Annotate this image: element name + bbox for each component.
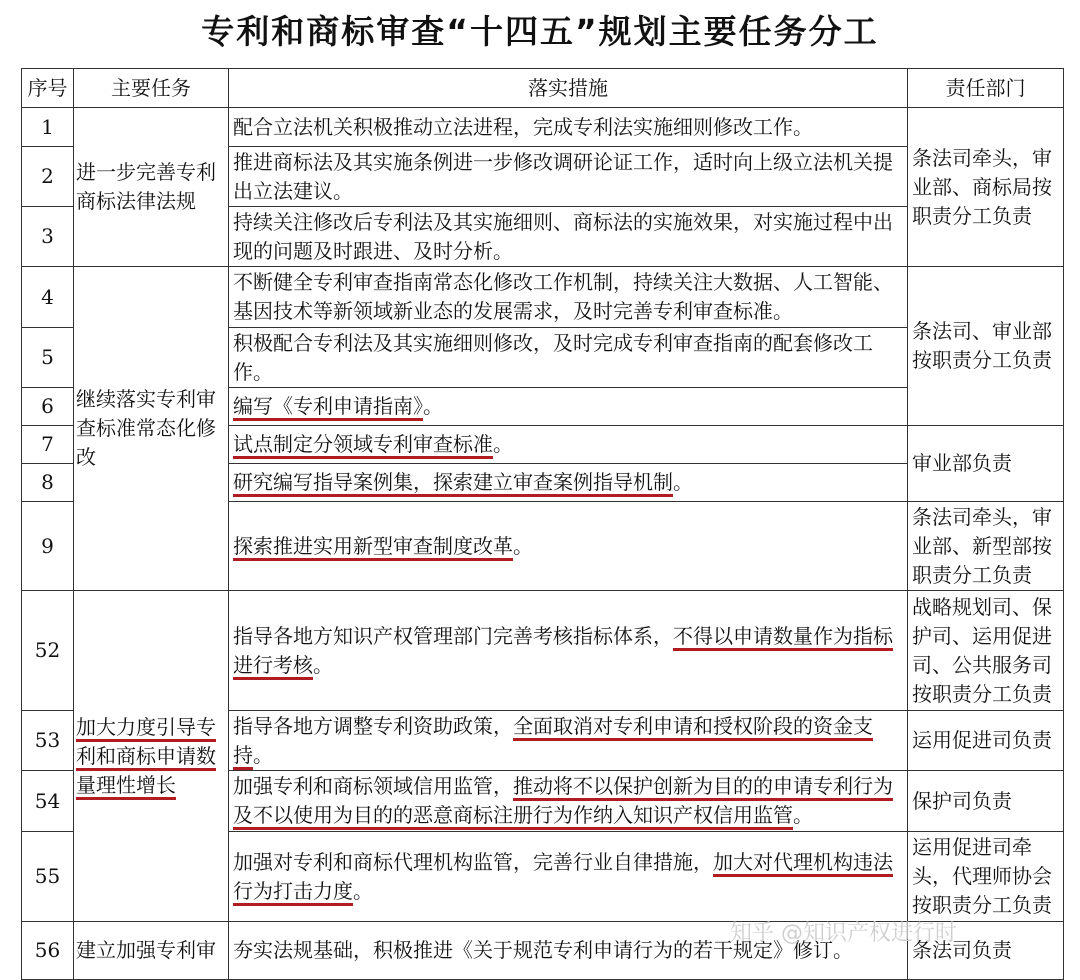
measure-cell: [229, 591, 908, 711]
measure-text: 指导各地方知识产权管理部门完善考核指标体系，: [233, 623, 673, 648]
task-table: [21, 68, 1064, 980]
highlighted-text: 推动将不以保护创新为目的的申请专利行为及不以使用为目的的恶意商标注册行为作纳入知识产权信用监管: [233, 774, 893, 827]
table-row: [22, 922, 1064, 980]
dept-cell: 条法司、审业部按职责分工负责: [908, 267, 1064, 426]
dept-cell: 审业部负责: [908, 426, 1064, 502]
measure-cell: [229, 922, 908, 980]
row-number: 8: [22, 464, 74, 502]
highlighted-text: 全面取消对专利申请和授权阶段的资金支持: [233, 713, 873, 767]
highlighted-text: 研究编写指导案例集，探索建立审查案例指导机制: [233, 470, 673, 494]
table-row: [22, 591, 1064, 711]
header-num: 序号: [22, 69, 74, 108]
header-dept: 责任部门: [908, 69, 1064, 108]
dept-cell: 战略规划司、保护司、运用促进司、公共服务司按职责分工负责: [908, 591, 1064, 711]
header-measure: 落实措施: [229, 69, 908, 108]
dept-cell: 运用促进司牵头，代理师协会按职责分工负责: [908, 832, 1064, 922]
measure-cell: [229, 711, 908, 771]
task-cell: [74, 591, 229, 922]
row-number: 4: [22, 267, 74, 328]
task-cell: 继续落实专利审查标准常态化修改: [74, 267, 229, 591]
row-number: 52: [22, 591, 74, 711]
highlighted-text: 加大对代理机构违法行为打击力度: [233, 849, 893, 903]
measure-cell: [229, 267, 908, 328]
page-title: 专利和商标审查“十四五”规划主要任务分工: [201, 12, 879, 51]
measure-text: 。: [253, 742, 273, 767]
measure-text: 指导各地方调整专利资助政策，: [233, 713, 513, 738]
header-task: 主要任务: [74, 69, 229, 108]
measure-cell: [229, 464, 908, 502]
measure-cell: [229, 502, 908, 591]
measure-text: 。: [673, 470, 693, 494]
row-number: 1: [22, 108, 74, 147]
measure-text: 加强专利和商标领域信用监管，: [233, 774, 513, 798]
task-highlight: 量理性增长: [76, 772, 176, 797]
task-cell: 建立加强专利审: [74, 922, 229, 980]
highlighted-text: 不得以申请数量作为指标进行考核: [233, 623, 893, 677]
row-number: 5: [22, 328, 74, 388]
highlighted-text: 编写《专利申请指南》: [233, 394, 423, 418]
measure-cell: [229, 388, 908, 426]
row-number: 56: [22, 922, 74, 980]
watermark: 知乎 @知识产权进行时: [730, 921, 957, 946]
table-row: [22, 108, 1064, 147]
row-number: 6: [22, 388, 74, 426]
row-number: 9: [22, 502, 74, 591]
table-header-row: [22, 69, 1064, 108]
measure-cell: [229, 328, 908, 388]
dept-cell: 条法司牵头，审业部、新型部按职责分工负责: [908, 502, 1064, 591]
measure-text: 积极配合专利法及其实施细则修改，及时完成专利审查指南的配套修改工作。: [233, 330, 873, 384]
measure-text: 。: [493, 432, 513, 456]
table-row: [22, 267, 1064, 328]
measure-text: 。: [793, 803, 813, 827]
measure-cell: [229, 108, 908, 147]
row-number: 3: [22, 207, 74, 267]
row-number: 7: [22, 426, 74, 464]
row-number: 55: [22, 832, 74, 922]
task-cell: 进一步完善专利商标法律法规: [74, 108, 229, 267]
measure-text: 加强对专利和商标代理机构监管，完善行业自律措施，: [233, 849, 713, 874]
measure-text: 不断健全专利审查指南常态化修改工作机制，持续关注大数据、人工智能、基因技术等新领域新业态的发展需求，及时完善专利审查标准。: [233, 270, 893, 323]
measure-cell: [229, 771, 908, 832]
highlighted-text: 探索推进实用新型审查制度改革: [233, 533, 513, 558]
measure-text: 。: [313, 652, 333, 677]
task-highlight: 加大力度引导专利和商标申请数: [76, 714, 216, 768]
measure-cell: [229, 147, 908, 207]
measure-cell: [229, 832, 908, 922]
dept-cell: 条法司牵头，审业部、商标局按职责分工负责: [908, 108, 1064, 267]
measure-text: 配合立法机关积极推动立法进程，完成专利法实施细则修改工作。: [233, 114, 813, 139]
measure-text: 推进商标法及其实施条例进一步修改调研论证工作，适时向上级立法机关提出立法建议。: [233, 149, 893, 203]
dept-cell: 保护司负责: [908, 771, 1064, 832]
highlighted-text: 试点制定分领域专利审查标准: [233, 432, 493, 456]
measure-cell: [229, 207, 908, 267]
dept-cell: 运用促进司负责: [908, 711, 1064, 771]
measure-cell: [229, 426, 908, 464]
measure-text: 持续关注修改后专利法及其实施细则、商标法的实施效果，对实施过程中出现的问题及时跟进、及时分析。: [233, 209, 893, 263]
measure-text: 。: [423, 394, 443, 418]
measure-text: 。: [513, 533, 533, 558]
row-number: 53: [22, 711, 74, 771]
dept-cell: 条法司负责: [908, 922, 1064, 980]
row-number: 54: [22, 771, 74, 832]
row-number: 2: [22, 147, 74, 207]
measure-text: 。: [353, 878, 373, 903]
measure-text: 夯实法规基础，积极推进《关于规范专利申请行为的若干规定》修订。: [233, 938, 853, 962]
